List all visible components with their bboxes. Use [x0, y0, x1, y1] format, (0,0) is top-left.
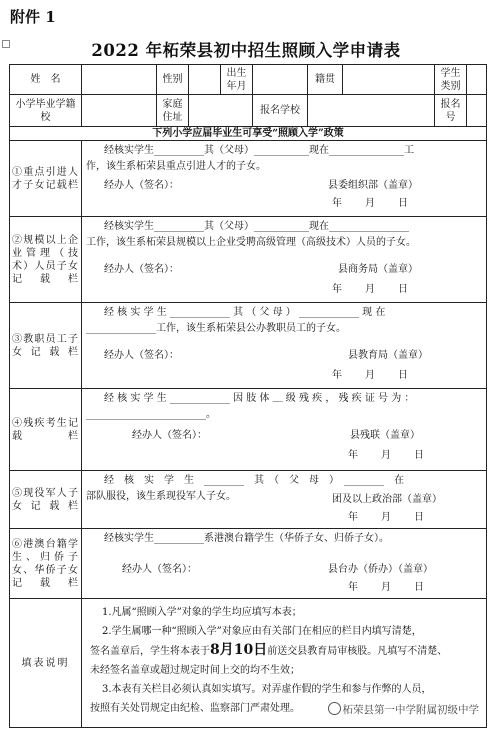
watermark: 柘荣县第一中学附属初级中学 — [325, 701, 483, 718]
address-field[interactable] — [189, 95, 253, 127]
note-item-2-end: 未经签名盖章或超过规定时间上交的均不生效； — [90, 665, 300, 676]
notes-label: 填表说明 — [10, 599, 82, 728]
section-body-staff — [82, 303, 487, 389]
reg-school-field[interactable] — [308, 95, 435, 127]
date-line: 年 月 日 — [348, 582, 425, 593]
section-line: 经核实学生__________系港澳台籍学生（华侨子女、归侨子女）。 — [104, 533, 389, 544]
section-label-staff: ③教职员工子女记载栏 — [10, 303, 82, 389]
section-row-3 — [10, 303, 487, 389]
section-line: ________________________。 — [86, 409, 216, 420]
banner-row — [10, 127, 487, 141]
deadline-date: 8月10日 — [210, 642, 268, 658]
section-row-5 — [10, 471, 487, 529]
reg-no-field[interactable] — [467, 95, 487, 127]
attachment-label: 附件 1 — [10, 8, 56, 26]
section-label-disabled: ④残疾考生记载栏 — [10, 389, 82, 471]
section-body-military — [82, 471, 487, 529]
seal-label: 团及以上政治部（盖章） — [332, 494, 442, 505]
seal-label: 县委组织部（盖章） — [328, 180, 418, 191]
gender-label: 性别 — [157, 65, 189, 95]
category-field[interactable] — [467, 65, 487, 95]
handler-signature[interactable]: 经办人（签名）： — [104, 350, 179, 361]
reg-no-label: 报名号 — [435, 95, 467, 127]
wechat-icon — [328, 702, 341, 715]
name-field[interactable] — [82, 65, 157, 95]
policy-banner: 下列小学应届毕业生可享受“照顾入学”政策 — [10, 127, 487, 141]
name-label: 姓 名 — [10, 65, 82, 95]
section-body-talent — [82, 141, 487, 217]
school-label: 小学毕业学籍校 — [10, 95, 82, 127]
form-row-basic — [10, 65, 487, 95]
birth-field[interactable] — [253, 65, 308, 95]
section-body-enterprise — [82, 217, 487, 303]
application-form — [9, 64, 487, 728]
section-body-disabled — [82, 389, 487, 471]
school-field[interactable] — [82, 95, 157, 127]
date-line: 年 月 日 — [348, 512, 425, 523]
form-title: 2022 年柘荣县初中招生照顾入学申请表 — [91, 41, 401, 60]
note-item-2-cont: 签名盖章后，学生将本表于8月10日前送交县教育局审核股。凡填写不清楚、 — [90, 642, 448, 658]
section-line: 经 核 实 学 生 ____________ 其 （ 父 母 ） ____________ 现 在 — [104, 307, 386, 318]
handler-signature[interactable]: 经办人（签名）： — [104, 264, 179, 275]
section-label-enterprise: ②规模以上企业管理（技术）人员子女记载栏 — [10, 217, 82, 303]
seal-label: 县商务局（盖章） — [338, 264, 418, 275]
section-row-4 — [10, 389, 487, 471]
date-line: 年 月 日 — [332, 198, 409, 209]
note-item-1: 1.凡属“照顾入学”对象的学生均应填写本表； — [102, 607, 302, 618]
date-line: 年 月 日 — [332, 370, 409, 381]
section-body-overseas — [82, 529, 487, 599]
section-label-overseas: ⑥港澳台籍学生、归侨子女、华侨子女记载栏 — [10, 529, 82, 599]
native-field[interactable] — [343, 65, 435, 95]
seal-label: 县台办（侨办）（盖章） — [328, 564, 433, 575]
section-label-military: ⑤现役军人子女记载栏 — [10, 471, 82, 529]
handler-signature[interactable]: 经办人（签名）： — [122, 564, 197, 575]
note-item-3-cont: 按照有关处罚规定由纪检、监察部门严肃处理。 — [90, 703, 300, 714]
gender-field[interactable] — [189, 65, 221, 95]
section-row-2 — [10, 217, 487, 303]
section-line: 作，该生系柘荣县重点引进人才的子女。 — [86, 161, 266, 172]
section-line: 经 核 实 学 生 ________ 其 （ 父 母 ） ________ 在 — [104, 475, 404, 486]
native-label: 籍贯 — [308, 65, 343, 95]
note-item-3: 3.本表有关栏目必须认真如实填写。对弄虚作假的学生和参与作弊的人员， — [102, 684, 432, 695]
date-line: 年 月 日 — [332, 284, 409, 295]
handler-signature[interactable]: 经办人（签名）： — [132, 430, 207, 441]
form-row-school — [10, 95, 487, 127]
section-line: 经核实学生__________其（父母）___________现在_______________工 — [104, 145, 414, 156]
note-item-2: 2.学生属哪一种“照顾入学”对象应由有关部门在相应的栏目内填写清楚， — [102, 626, 422, 637]
section-line: 部队服役，该生系现役军人子女。 — [86, 491, 236, 502]
birth-label: 出生年月 — [221, 65, 253, 95]
section-row-6 — [10, 529, 487, 599]
section-label-talent: ①重点引进人才子女记载栏 — [10, 141, 82, 217]
section-line: 经核实学生__________其（父母）___________现在________________ — [104, 221, 409, 232]
handler-signature[interactable]: 经办人（签名）： — [104, 180, 179, 191]
seal-label: 县教育局（盖章） — [348, 350, 428, 361]
section-line: ______________工作，该生系柘荣县公办教职员工的子女。 — [86, 323, 346, 334]
section-row-1 — [10, 141, 487, 217]
address-label: 家庭住址 — [157, 95, 189, 127]
section-line: 经 核 实 学 生 ____________ 因 肢 体 ＿ 级 残 疾 ， 残 疾 证 号 为 ： — [104, 393, 415, 404]
reg-school-label: 报名学校 — [253, 95, 308, 127]
date-line: 年 月 日 — [348, 450, 425, 461]
section-line: 工作，该生系柘荣县规模以上企业受聘高级管理（高级技术）人员的子女。 — [86, 237, 416, 248]
category-label: 学生类别 — [435, 65, 467, 95]
seal-label: 县残联（盖章） — [350, 430, 420, 441]
